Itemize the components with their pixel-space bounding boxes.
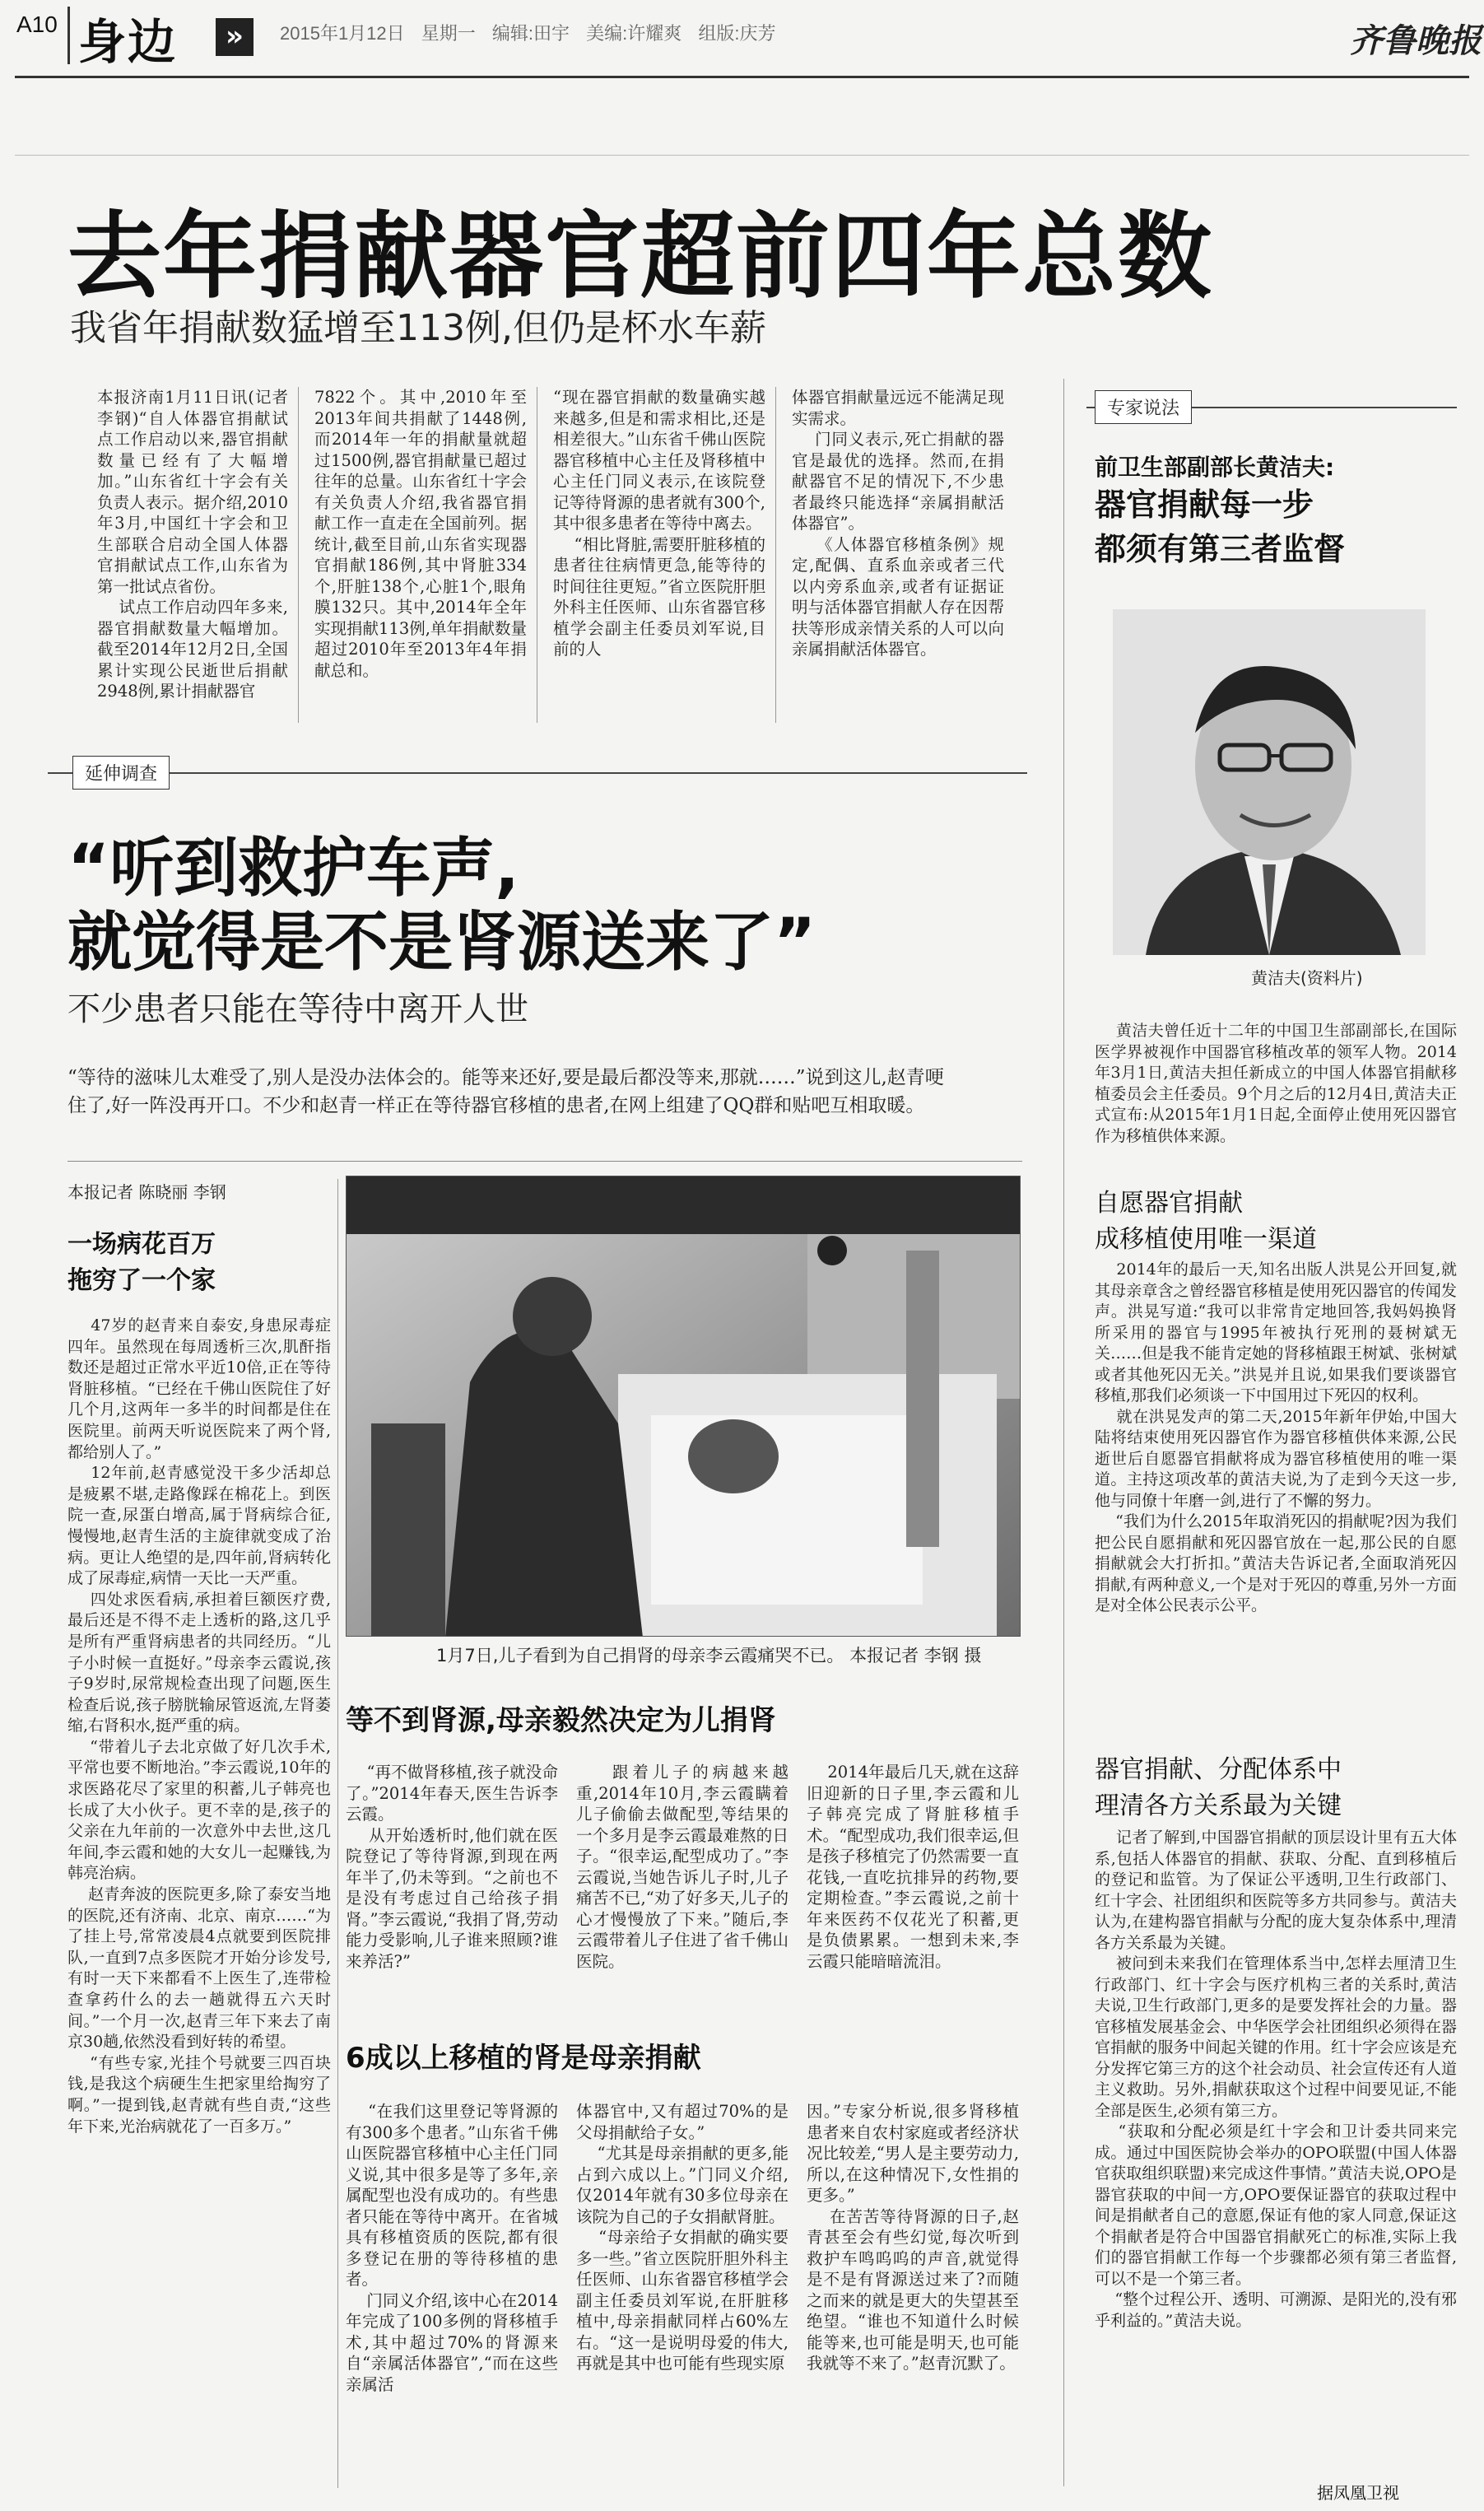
column-divider [298,387,299,723]
feature-tag: 延伸调查 [72,756,170,790]
feature-headline: “听到救护车声, 就觉得是不是肾源送来了” [67,832,816,980]
expert-sub-1: 自愿器官捐献 成移植使用唯一渠道 [1095,1189,1317,1254]
main-col-2: 7822个。其中,2010年至2013年间共捐献了1448例,而2014年一年的捐献量就超过1500例,器官捐献量已超过往年的总量。山东省红十字会有关负责人介绍,我省器官捐献工作一直走在全国前列。据统计,截至目前,山东省实现器官捐献186例,其中肾脏334个,肝脏138个,心脏1个,眼角膜132只。其中,2014年全年实现捐献113例,单年捐献数量超过2010年至2013年4年捐献总和。 [314,388,527,680]
a-col-2: 跟着儿子的病越来越重,2014年10月,李云霞瞒着儿子偷偷去做配型,等结果的一个多月是李云霞最难熬的日子。“很幸运,配型成功了。”李云霞说,当她告诉儿子时,儿子痛苦不已,“劝了好多天,儿子的心才慢慢放了下来。”随后,李云霞带着儿子住进了省千佛山医院。 [576,1763,789,1971]
expert-tag: 专家说法 [1095,390,1192,424]
photo-caption: 1月7日,儿子看到为自己捐肾的母亲李云霞痛哭不已。 本报记者 李钢 摄 [436,1646,982,1665]
expert-name-line: 前卫生部副部长黄洁夫: [1095,454,1335,481]
page-number: A10 [16,12,58,37]
expert-col-2: 记者了解到,中国器官捐献的顶层设计里有五大体系,包括人体器官的捐献、获取、分配、直到移植后的登记和监管。为了保证公平透明,卫生行政部门、红十字会、社团组织和医院等多方共同参与。黄洁夫认为,在建构器官捐献与分配的庞大复杂体系中,理清各方关系最为关键。 被问到未来我们在管理体系当中,怎样去厘清卫生行政部门、红十字会与医疗机构三者的关系时,黄洁夫说,卫生行政部门,更多的是要发挥社会的力量。器官移植发展基金会、中华医学会社团组织必须得在器官捐献的服务中间起关键的作用。红十字会应该是充分发挥它第三方的这个社会动员、社会宣传还有人道主义救助。另外,捐献获取这个过程中间要见证,不能全部是医生,必须有第三方。 “获取和分配必须是红十字会和卫计委共同来完成。通过中国医院协会举办的OPO联盟(中国人体器官获取组织联盟)来完成这件事情。”黄洁夫说,OPO是器官获取的中间一方,OPO要保证器官的获取过程中间是捐献者自己的意愿,保证有他的家人同意,保证这个捐献者是符合中国器官捐献死亡的标准,实际上我们的器官捐献工作每一个步骤都必须有第三者监督,可以不是一个第三者。 “整个过程公开、透明、可溯源、是阳光的,没有邪乎利益的。”黄洁夫说。 [1095,1829,1457,2330]
hospital-photo [346,1176,1021,1637]
subhead-b: 6成以上移植的肾是母亲捐献 [346,2042,701,2075]
source-credit: 据凤凰卫视 [1317,2483,1399,2503]
main-col-3: “现在器官捐献的数量确实越来越多,但是和需求相比,还是相差很大。”山东省千佛山医院器官移植中心主任及肾移植中心主任门同义表示,在该院登记等待肾源的患者就有300个,其中很多患者在等待中离去。 “相比肾脏,需要肝脏移植的患者往往病情更急,能等待的时间往往更短。”省立医院肝胆外科主任医师、山东省器官移植学会副主任委员刘军说,目前的人 [553,388,766,659]
section-title: 身边 [78,14,178,70]
main-headline: 去年捐献器官超前四年总数 [67,202,1214,311]
feature-reporters: 本报记者 陈晓丽 李钢 [67,1182,226,1202]
newspaper-masthead: 齐鲁晚报 [1350,21,1482,60]
main-col-1: 本报济南1月11日讯(记者 李钢)“自人体器官捐献试点工作启动以来,器官捐献数量已经有了大幅增加。”山东省红十字会有关负责人表示。据介绍,2010年3月,中国红十字会和卫生部联合启动全国人体器官捐献试点工作,山东省为第一批试点省份。 试点工作启动四年多来,器官捐献数量大幅增加。截至2014年12月2日,全国累计实现公民逝世后捐献2948例,累计捐献器官 [97,388,289,701]
expert-col-1: 2014年的最后一天,知名出版人洪晃公开回复,就其母亲章含之曾经器官移植是使用死囚器官的传闻发声。洪晃写道:“我可以非常肯定地回答,我妈妈换肾所采用的器官与1995年被执行死刑的聂树斌无关……但是我不能肯定她的肾移植跟王树斌、张树斌或者其他死囚无关。”洪晃并且说,如果我们要谈器官移植,那我们必须谈一下中国用过下死囚的权利。 就在洪晃发声的第二天,2015年新年伊始,中国大陆将结束使用死囚器官作为器官移植供体来源,公民逝世后自愿器官捐献将成为器官移植使用的唯一渠道。主持这项改革的黄洁夫说,为了走到今天这一步,他与同僚十年磨一剑,进行了不懈的努力。 “我们为什么2015年取消死囚的捐献呢?因为我们把公民自愿捐献和死囚器官放在一起,那公民的自愿捐献就会大打折扣。”黄洁夫告诉记者,全面取消死囚捐献,有两种意义,一个是对于死囚的尊重,另外一方面是对全体公民表示公平。 [1095,1260,1457,1614]
expert-intro: 黄洁夫曾任近十二年的中国卫生部副部长,在国际医学界被视作中国器官移植改革的领军人物。2014年3月1日,黄洁夫担任新成立的中国人体器官捐献移植委员会主任委员。9个月之后的12月4日,黄洁夫正式宣布:从2015年1月1日起,全面停止使用死囚器官作为移植供体来源。 [1095,1022,1457,1145]
a-col-3: 2014年最后几天,就在这辞旧迎新的日子里,李云霞和儿子韩亮完成了肾脏移植手术。“配型成功,我们很幸运,但是孩子移植完了仍然需要一直花钱,一直吃抗排异的药物,要定期检查。”李云霞说,之前十年来医药不仅花光了积蓄,更是负债累累。一想到未来,李云霞只能暗暗流泪。 [807,1763,1020,1971]
side-subhead: 一场病花百万 拖穷了一个家 [67,1230,216,1295]
column-divider [775,387,776,723]
top-rule [15,76,1469,78]
feature-subheadline: 不少患者只能在等待中离开人世 [67,990,528,1028]
sidebar-divider [1063,379,1064,2486]
issue-date: 2015年1月12日 [280,23,405,44]
a-col-1: “再不做肾移植,孩子就没命了。”2014年春天,医生告诉李云霞。 从开始透析时,他们就在医院登记了等待肾源,到现在两年半了,仍未等到。“之前也不是没有考虑过自己给孩子捐肾。”李云霞说,“我捐了肾,劳动能力受影响,儿子谁来照顾?谁来养活?” [346,1763,559,1971]
hospital-photo-image [347,1176,1021,1637]
b-col-2: 体器官中,又有超过70%的是父母捐献给子女。” “尤其是母亲捐献的更多,能占到六成以上。”门同义介绍,仅2014年就有30多位母亲在该院为自己的子女捐献肾脏。 “母亲给子女捐献的确实要多一些。”省立医院肝胆外科主任医师、山东省器官移植学会副主任委员刘军说,在肝脏移植中,母亲捐献同样占60%左右。“这一是说明母爱的伟大,再就是其中也可能有些现实原 [576,2102,789,2373]
section-rule [48,772,1027,774]
section-chevron-icon: » [216,18,254,56]
side-col: 47岁的赵青来自泰安,身患尿毒症四年。虽然现在每周透析三次,肌酐指数还是超过正常水平近10倍,正在等待肾脏移植。“已经在千佛山医院住了好几个月,这两年一多半的时间都是住在医院里。前两天听说医院来了两个肾,都给别人了。” 12年前,赵青感觉没干多少活却总是疲累不堪,走路像踩在棉花上。到医院一查,尿蛋白增高,属于肾病综合征,慢慢地,赵青生活的主旋律就变成了治病。更让人绝望的是,四年前,肾病转化成了尿毒症,病情一天比一天严重。 四处求医看病,承担着巨额医疗费,最后还是不得不走上透析的路,这几乎是所有严重肾病患者的共同经历。“儿子小时候一直挺好。”母亲李云霞说,孩子9岁时,尿常规检查出现了问题,医生检查后说,孩子膀胱输尿管返流,左肾萎缩,右肾积水,挺严重的病。 “带着儿子去北京做了好几次手术,平常也要不断地治。”李云霞说,10年的求医路花尽了家里的积蓄,儿子韩亮也长成了大小伙子。更不幸的是,孩子的父亲在九年前的一次意外中去世,这几年间,李云霞和她的大女儿一起赚钱,为韩亮治病。 赵青奔波的医院更多,除了泰安当地的医院,还有济南、北京、南京……“为了挂上号,常常凌晨4点就要到医院排队,一直到7点多医院才开始分诊发号,有时一天下来都看不上医生了,连带检查拿药什么的去一趟就得五六天时间。”一个月一次,赵青三年下来去了南京30趟,依然没看到好转的希望。 “有些专家,光挂个号就要三四百块钱,是我这个病硬生生把家里给掏穷了啊。”一提到钱,赵青就有些自责,“这些年下来,光治病就花了一百多万。” [67,1316,331,2136]
designer-credit: 美编:许耀爽 [586,23,682,44]
feature-intro: “等待的滋味儿太难受了,别人是没办法体会的。能等来还好,要是最后都没等来,那就……”说到这儿,赵青哽住了,好一阵没再开口。不少和赵青一样正在等待器官移植的患者,在网上组建了QQ群和贴吧互相取暖。 [67,1067,944,1116]
portrait-caption: 黄洁夫(资料片) [1251,968,1363,988]
main-col-4: 体器官捐献量远远不能满足现实需求。 门同义表示,死亡捐献的器官是最优的选择。然而,在捐献器官不足的情况下,不少患者最终只能选择“亲属捐献活体器官”。 《人体器官移植条例》规定,配偶、直系血亲或者三代以内旁系血亲,或者有证据证明与活体器官捐献人存在因帮扶等形成亲情关系的人可以向亲属捐献活体器官。 [792,388,1005,659]
expert-sub-2: 器官捐献、分配体系中 理清各方关系最为关键 [1095,1755,1342,1820]
main-subheadline: 我省年捐献数猛增至113例,但仍是杯水车薪 [70,307,766,349]
header-bottom-rule [15,155,1469,156]
column-divider [337,1179,338,2488]
proof-credit: 组版:庆芳 [698,23,776,44]
editor-credit: 编辑:田宇 [491,23,570,44]
expert-headline: 器官捐献每一步 都须有第三者监督 [1095,487,1346,567]
b-col-3: 因。”专家分析说,很多肾移植患者来自农村家庭或者经济状况比较差,“男人是主要劳动力,所以,在这种情况下,女性捐的更多。” 在苦苦等待肾源的日子,赵青甚至会有些幻觉,每次听到救护车鸣呜呜的声音,就觉得是不是有肾源送过来了?而随之而来的就是更大的失望甚至绝望。“谁也不知道什么时候能等来,也可能是明天,也可能我就等不来了。”赵青沉默了。 [807,2102,1020,2373]
header-divider [67,7,70,64]
portrait-image [1113,609,1426,955]
b-col-1: “在我们这里登记等肾源的有300多个患者。”山东省千佛山医院器官移植中心主任门同义说,其中很多是等了多年,亲属配型也没有成功的。有些患者只能在等待中离开。在省城具有移植资质的医院,都有很多登记在册的等待移植的患者。 门同义介绍,该中心在2014年完成了100多例的肾移植手术,其中超过70%的肾源来自“亲属活体器官”,“而在这些亲属活 [346,2102,559,2394]
intro-rule [67,1161,1022,1162]
portrait-photo [1113,609,1426,955]
subhead-a: 等不到肾源,母亲毅然决定为儿捐肾 [346,1704,776,1737]
issue-weekday: 星期一 [421,23,476,44]
header-info [280,20,776,45]
